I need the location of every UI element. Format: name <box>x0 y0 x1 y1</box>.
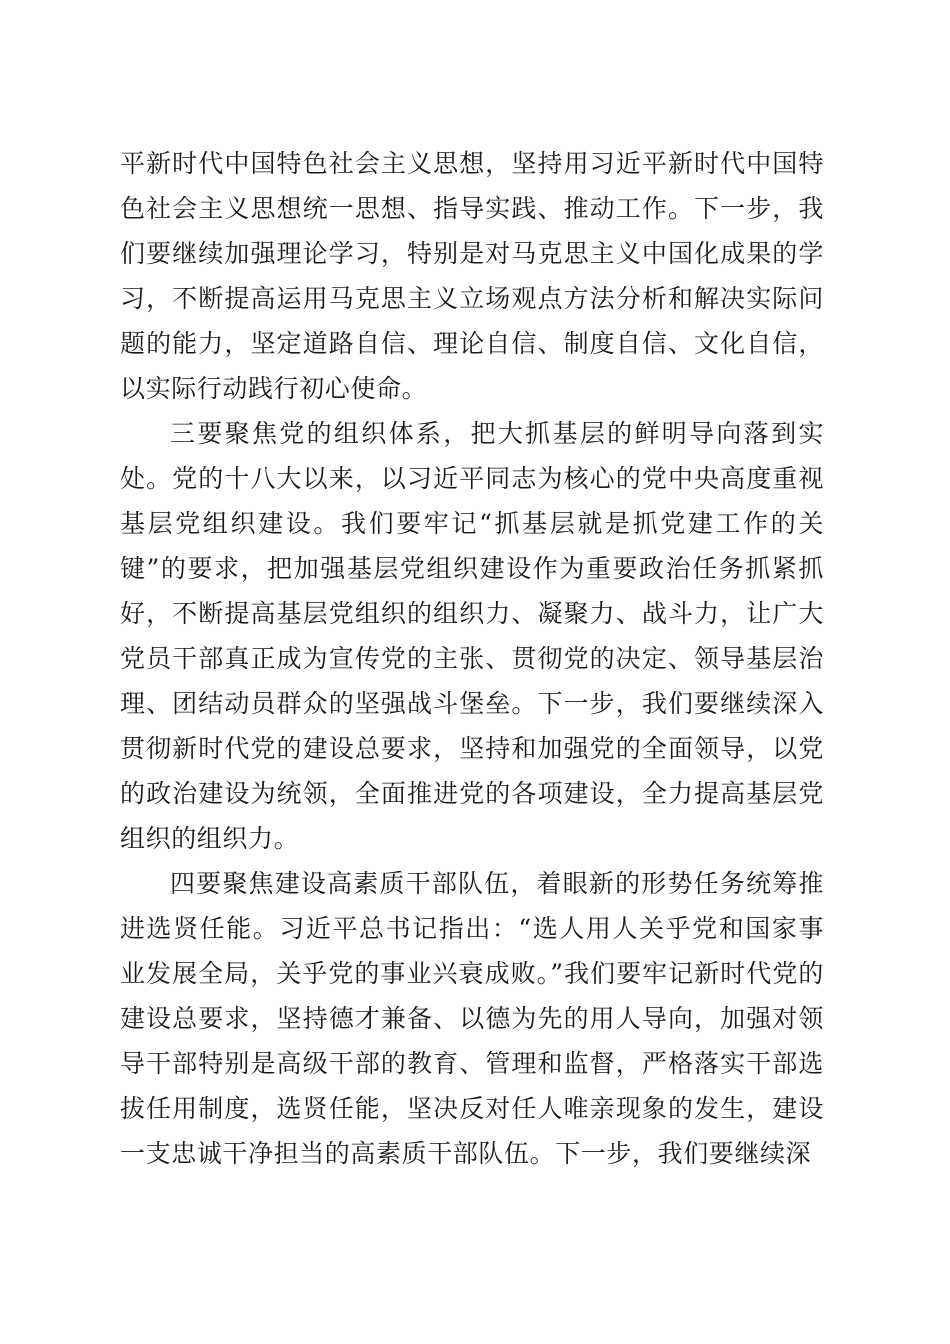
paragraph-cadre-team: 四要聚焦建设高素质干部队伍，着眼新的形势任务统筹推进选贤任能。习近平总书记指出：“选人用人关乎党和国家事业发展全局，关乎党的事业兴衰成败。”我们要牢记新时代党的建设总要求，坚持德才兼备、以德为先的用人导向，加强对领导干部特别是高级干部的教育、管理和监督，严格落实干部选拔任用制度，选贤任能，坚决反对任人唯亲现象的发生，建设一支忠诚干净担当的高素质干部队伍。下一步，我们要继续深 <box>120 869 824 1168</box>
paragraph-continuation: 平新时代中国特色社会主义思想，坚持用习近平新时代中国特色社会主义思想统一思想、指导实践、推动工作。下一步，我们要继续加强理论学习，特别是对马克思主义中国化成果的学习，不断提高运用马克思主义立场观点方法分析和解决实际问题的能力，坚定道路自信、理论自信、制度自信、文化自信，以实际行动践行初心使命。 <box>120 149 824 403</box>
paragraph-organization-system: 三要聚焦党的组织体系，把大抓基层的鲜明导向落到实处。党的十八大以来，以习近平同志为核心的党中央高度重视基层党组织建设。我们要牢记“抓基层就是抓党建工作的关键”的要求，把加强基层党组织建设作为重要政治任务抓紧抓好，不断提高基层党组织的组织力、凝聚力、战斗力，让广大党员干部真正成为宣传党的主张、贯彻党的决定、领导基层治理、团结动员群众的坚强战斗堡垒。下一步，我们要继续深入贯彻新时代党的建设总要求，坚持和加强党的全面领导，以党的政治建设为统领，全面推进党的各项建设，全力提高基层党组织的组织力。 <box>120 419 824 853</box>
document-body <box>120 141 824 1176</box>
